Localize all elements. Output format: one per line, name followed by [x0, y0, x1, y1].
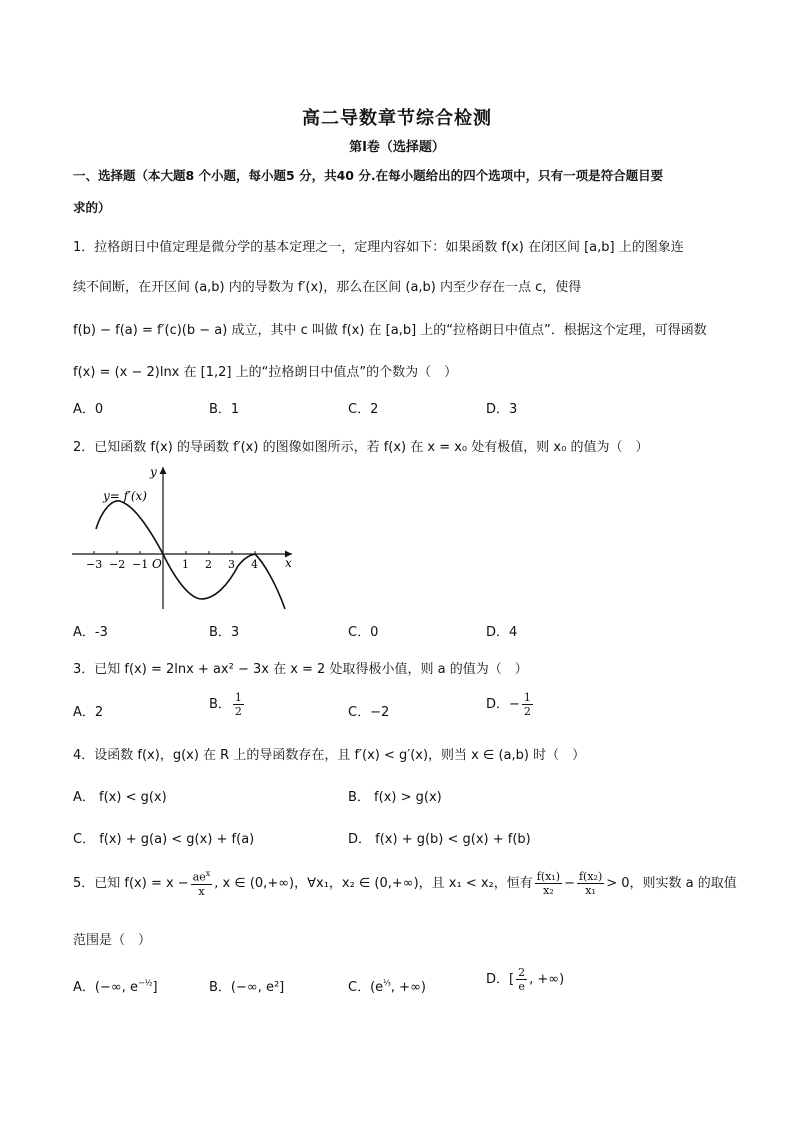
q5-option-c-main: (e: [370, 980, 384, 995]
q5-text-part2: , x ∈ (0,+∞)，∀x₁，x₂ ∈ (0,+∞)，且 x₁ < x₂，恒有: [214, 875, 533, 891]
q5-option-a-exponent: −½: [137, 978, 153, 988]
fraction-denominator: e: [518, 980, 525, 993]
part-subtitle: 第I卷（选择题）: [349, 140, 445, 155]
q5-option-d-close: , +∞): [529, 972, 565, 987]
q3-option-c: C．−2: [348, 705, 390, 720]
section-instructions-line1: 一、选择题（本大题8 个小题，每小题5 分，共40 分.在每小题给出的四个选项中，只有一项是符合题目要: [73, 168, 664, 183]
q1-line4: f(x) = (x − 2)lnx 在 [1,2] 上的“拉格朗日中值点”的个数为（ ）: [73, 365, 458, 380]
q1-option-d: D．3: [486, 402, 518, 417]
q3-option-b-fraction: [233, 692, 244, 717]
q5-option-d-fraction: [516, 967, 527, 992]
fraction-numerator: 1: [234, 691, 242, 704]
page-title: 高二导数章节综合检测: [302, 108, 492, 129]
q3-option-d: [486, 692, 535, 717]
q1-line2: 续不间断，在开区间 (a,b) 内的导数为 f′(x)，那么在区间 (a,b) 内至少存在一点 c，使得: [73, 280, 582, 295]
q3-option-b-prefix: B．: [209, 697, 231, 712]
q5-option-c-close: , +∞): [390, 980, 426, 995]
fraction-denominator: x: [198, 884, 205, 898]
q5-option-b: B．(−∞, e²]: [209, 980, 285, 995]
fraction-numerator: 1: [523, 691, 531, 704]
q3-option-d-prefix: D．−: [486, 697, 520, 712]
q1-option-b: B．1: [209, 402, 240, 417]
fraction-numerator: f(x₁): [536, 869, 561, 883]
q5-fraction-aex: [191, 870, 213, 897]
q5-option-c-prefix: C．: [348, 980, 371, 995]
q5-fraction-fx1: [535, 871, 562, 896]
q3-line1: 3．已知 f(x) = 2lnx + ax² − 3x 在 x = 2 处取得极小值，则 a 的值为（ ）: [73, 662, 528, 677]
q2-option-a: A．-3: [73, 625, 108, 640]
q5-text-part3: −: [564, 875, 575, 891]
q4-option-b: B． f(x) > g(x): [348, 790, 442, 805]
q3-option-d-fraction: [522, 692, 533, 717]
q2-option-c: C．0: [348, 625, 379, 640]
tick-label-neg3: −3: [86, 558, 103, 571]
curve-label: y= f′(x): [103, 489, 147, 503]
q5-option-a: [73, 976, 158, 995]
tick-label-4: 4: [251, 558, 258, 571]
q5-text-part1: 5．已知 f(x) = x −: [73, 875, 189, 891]
y-axis-label: y: [150, 465, 157, 479]
fraction-denominator: 2: [523, 705, 531, 718]
q5-option-a-main: (−∞, e: [94, 980, 138, 995]
tick-label-neg2: −2: [109, 558, 126, 571]
q5-fraction-fx2: [577, 871, 604, 896]
numerator-base: ae: [192, 870, 206, 884]
q5-option-c-exponent: ⅓: [383, 978, 391, 988]
q1-line1: 1．拉格朗日中值定理是微分学的基本定理之一，定理内容如下：如果函数 f(x) 在闭区间 [a,b] 上的图象连: [73, 240, 684, 255]
tick-label-2: 2: [205, 558, 212, 571]
q5-text-part4: > 0，则实数 a 的取值: [606, 875, 737, 891]
q5-line1: [73, 870, 737, 897]
q5-line2: 范围是（ ）: [73, 933, 152, 948]
fraction-denominator: x₂: [543, 883, 554, 897]
q5-option-d-prefix: D．[: [486, 972, 515, 987]
x-axis-label: x: [285, 556, 292, 570]
q4-option-d: D． f(x) + g(b) < g(x) + f(b): [348, 832, 531, 847]
origin-label: O: [152, 557, 162, 571]
fraction-numerator: [191, 870, 213, 885]
fraction-numerator: f(x₂): [578, 869, 603, 883]
q3-option-a: A．2: [73, 705, 104, 720]
derivative-curve: [96, 501, 285, 609]
q5-option-c: [348, 976, 426, 995]
q4-option-a: A． f(x) < g(x): [73, 790, 167, 805]
q1-line3: f(b) − f(a) = f′(c)(b − a) 成立，其中 c 叫做 f(x) 在 [a,b] 上的“拉格朗日中值点”．根据这个定理，可得函数: [73, 323, 707, 338]
derivative-graph: [70, 463, 300, 613]
tick-label-3: 3: [228, 558, 235, 571]
tick-label-1: 1: [182, 558, 189, 571]
q2-line1: 2．已知函数 f(x) 的导函数 f′(x) 的图像如图所示，若 f(x) 在 x = x₀ 处有极值，则 x₀ 的值为（ ）: [73, 440, 649, 455]
fraction-denominator: 2: [234, 705, 242, 718]
q5-option-d: [486, 967, 564, 992]
q2-option-d: D．4: [486, 625, 518, 640]
tick-label-neg1: −1: [132, 558, 149, 571]
q5-option-a-prefix: A．: [73, 980, 95, 995]
q4-line1: 4．设函数 f(x)，g(x) 在 R 上的导函数存在，且 f′(x) < g′(x)，则当 x ∈ (a,b) 时（ ）: [73, 748, 586, 763]
fraction-numerator: 2: [518, 966, 526, 979]
q3-option-b: [209, 692, 246, 717]
q2-option-b: B．3: [209, 625, 240, 640]
q1-option-c: C．2: [348, 402, 379, 417]
numerator-exponent: x: [205, 869, 211, 878]
fraction-denominator: x₁: [585, 883, 596, 897]
q5-option-a-close: ]: [152, 980, 158, 995]
q1-option-a: A．0: [73, 402, 104, 417]
section-instructions-line2: 求的）: [73, 200, 111, 215]
q4-option-c: C． f(x) + g(a) < g(x) + f(a): [73, 832, 255, 847]
